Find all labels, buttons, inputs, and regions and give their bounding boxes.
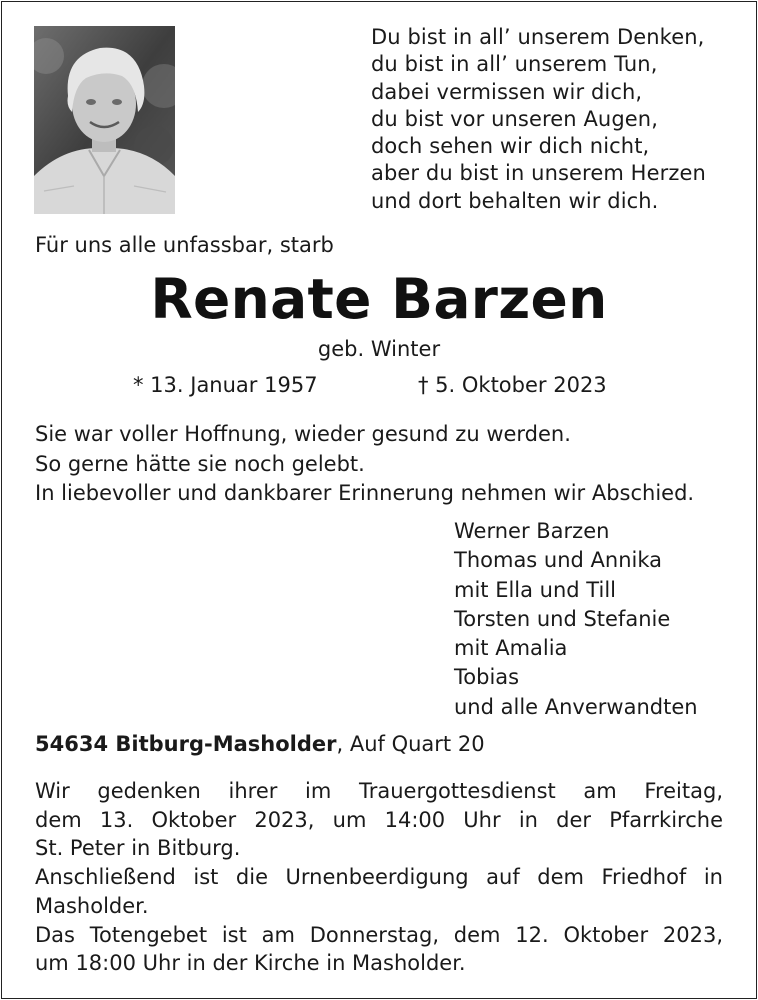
poem-line: du bist vor unseren Augen, xyxy=(371,106,658,131)
poem-line: aber du bist in unserem Herzen xyxy=(371,161,706,186)
poem-line: Du bist in all’ unserem Denken, xyxy=(371,25,705,49)
family-list xyxy=(454,517,698,722)
family-line: und alle Anverwandten xyxy=(454,694,698,719)
portrait-photo xyxy=(34,26,175,214)
tribute-line: Sie war voller Hoffnung, wieder gesund zu werden. xyxy=(35,422,571,446)
death-date: † 5. Oktober 2023 xyxy=(418,373,607,397)
birth-date: * 13. Januar 1957 xyxy=(133,373,318,397)
tribute-text xyxy=(35,420,694,509)
family-line: Werner Barzen xyxy=(454,519,610,543)
service-line: St. Peter in Bitburg. xyxy=(35,836,241,861)
service-line: Anschließend ist die Urnenbeerdigung auf dem Friedhof in xyxy=(35,865,723,890)
service-details xyxy=(35,777,723,978)
address-place: 54634 Bitburg-Masholder xyxy=(35,732,337,756)
service-line: um 18:00 Uhr in der Kirche in Masholder. xyxy=(35,951,466,976)
family-line: mit Amalia xyxy=(454,636,568,661)
service-line: Masholder. xyxy=(35,893,149,918)
poem-line: dabei vermissen wir dich, xyxy=(371,79,643,104)
family-line: Thomas und Annika xyxy=(454,548,663,573)
poem-line: doch sehen wir dich nicht, xyxy=(371,134,650,159)
family-address xyxy=(35,731,485,757)
service-line: Wir gedenken ihrer im Trauergottesdienst am Freitag, xyxy=(35,779,723,803)
tribute-line: So gerne hätte sie noch gelebt. xyxy=(35,451,365,476)
address-street: , Auf Quart 20 xyxy=(336,732,485,756)
deceased-name: Renate Barzen xyxy=(150,267,608,331)
service-line: Das Totengebet ist am Donnerstag, dem 12. Oktober 2023, xyxy=(35,922,723,947)
family-line: Torsten und Stefanie xyxy=(454,606,671,631)
family-line: Tobias xyxy=(454,665,520,690)
family-line: mit Ella und Till xyxy=(454,577,616,602)
tribute-line: In liebevoller und dankbarer Erinnerung nehmen wir Abschied. xyxy=(35,481,695,505)
poem-line: und dort behalten wir dich. xyxy=(371,188,659,213)
portrait-illustration xyxy=(34,26,175,214)
service-line: dem 13. Oktober 2023, um 14:00 Uhr in der Pfarrkirche xyxy=(35,807,723,832)
intro-text: Für uns alle unfassbar, starb xyxy=(35,233,334,257)
memorial-poem xyxy=(371,24,706,215)
maiden-name: geb. Winter xyxy=(317,337,441,361)
poem-line: du bist in all’ unserem Tun, xyxy=(371,52,658,77)
